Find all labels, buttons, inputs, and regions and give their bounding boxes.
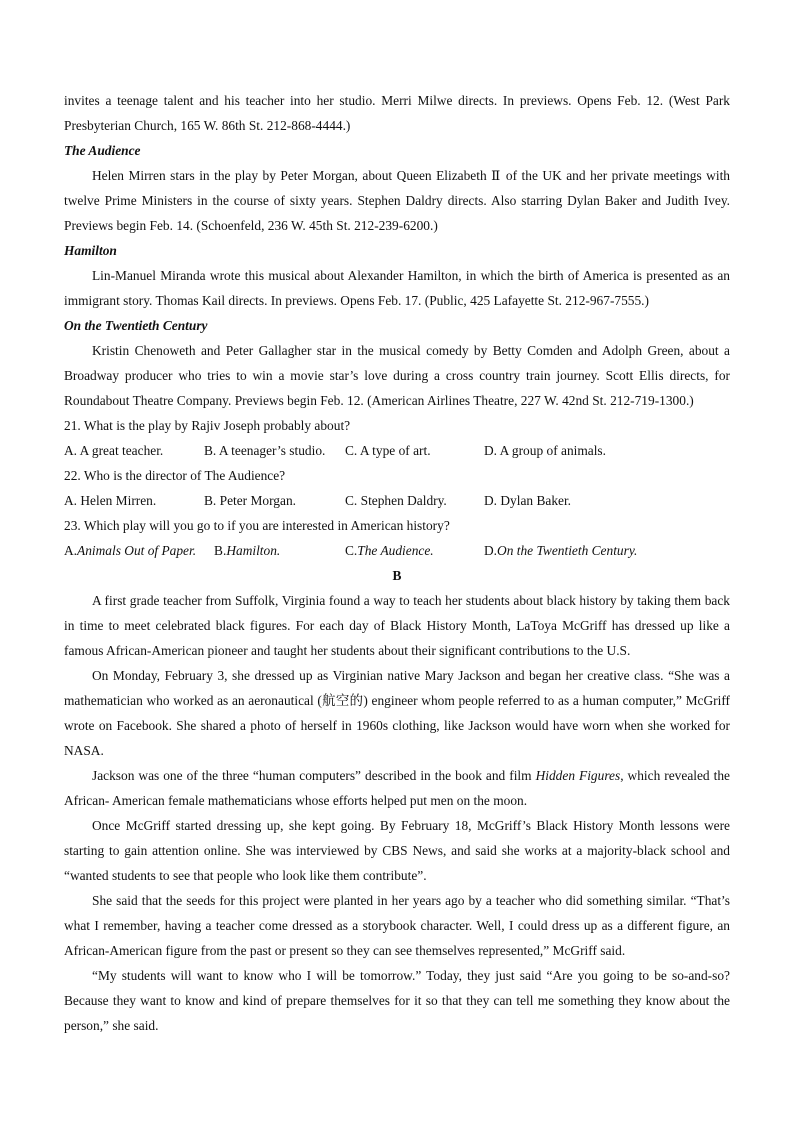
option-c: C. Stephen Daldry.	[345, 493, 447, 508]
option-c: C.The Audience.	[345, 543, 434, 558]
passage-paragraph-6: “My students will want to know who I will be tomorrow.” Today, they just said “Are you going to be so-and-so? Because they want to know and kind of prepare themselves for it so that they can tell me something they know about the person,” she said.	[64, 968, 730, 1033]
passage-paragraph-3: Jackson was one of the three “human computers” described in the book and film Hidden Figures, which revealed the African- American female mathematicians whose efforts helped put men on the moon.	[64, 768, 730, 808]
listing-body-the-audience: Helen Mirren stars in the play by Peter Morgan, about Queen Elizabeth Ⅱ of the UK and her private meetings with twelve Prime Ministers in the course of sixty years. Stephen Daldry directs. Also starring Dylan Baker and Judith Ivey. Previews begin Feb. 14. (Schoenfeld, 236 W. 45th St. 212-239-6200.)	[64, 168, 730, 233]
listing-title-on-the-twentieth-century: On the Twentieth Century	[64, 318, 208, 333]
option-b: B. Peter Morgan.	[204, 493, 296, 508]
option-b: B. A teenager’s studio.	[204, 443, 326, 458]
listing-title-the-audience: The Audience	[64, 143, 141, 158]
question-21-stem: 21. What is the play by Rajiv Joseph probably about?	[64, 418, 351, 433]
question-22-stem: 22. Who is the director of The Audience?	[64, 468, 286, 483]
listing-title-hamilton: Hamilton	[64, 243, 117, 258]
document-page	[64, 88, 730, 1038]
option-b: B.Hamilton.	[214, 543, 281, 558]
section-b-heading: B	[392, 568, 402, 583]
listing-continuation: invites a teenage talent and his teacher into her studio. Merri Milwe directs. In previews. Opens Feb. 12. (West Park Presbyterian Church, 165 W. 86th St. 212-868-4444.)	[64, 93, 730, 133]
film-title: Hidden Figures	[535, 768, 621, 783]
question-23-stem: 23. Which play will you go to if you are interested in American history?	[64, 518, 450, 533]
question-22-options	[64, 488, 730, 513]
passage-paragraph-5: She said that the seeds for this project were planted in her years ago by a teacher who did something similar. “That’s what I remember, having a teacher come dressed as a storybook character. Well, I could dress up as a different figure, an African-American figure from the past or present so they can see themselves represented,” McGriff said.	[64, 893, 730, 958]
option-a: A.Animals Out of Paper.	[64, 543, 197, 558]
listing-body-on-the-twentieth-century: Kristin Chenoweth and Peter Gallagher star in the musical comedy by Betty Comden and Adolph Green, about a Broadway producer who tries to win a movie star’s love during a cross country train journey. Scott Ellis directs, for Roundabout Theatre Company. Previews begin Feb. 12. (American Airlines Theatre, 227 W. 42nd St. 212-719-1300.)	[64, 343, 730, 408]
option-d: D.On the Twentieth Century.	[484, 543, 638, 558]
question-21-options	[64, 438, 730, 463]
passage-paragraph-4: Once McGriff started dressing up, she kept going. By February 18, McGriff’s Black History Month lessons were starting to gain attention online. She was interviewed by CBS News, and said she works at a majority-black school and “wanted students to see that people who look like them contribute”.	[64, 818, 730, 883]
question-23-options	[64, 538, 730, 563]
passage-paragraph-1: A first grade teacher from Suffolk, Virginia found a way to teach her students about black history by taking them back in time to meet celebrated black figures. For each day of Black History Month, LaToya McGriff has dressed up like a famous African-American pioneer and taught her students about their significant contributions to the U.S.	[64, 593, 730, 658]
option-a: A. Helen Mirren.	[64, 493, 157, 508]
option-d: D. A group of animals.	[484, 443, 606, 458]
listing-body-hamilton: Lin-Manuel Miranda wrote this musical about Alexander Hamilton, in which the birth of America is presented as an immigrant story. Thomas Kail directs. In previews. Opens Feb. 17. (Public, 425 Lafayette St. 212-967-7555.)	[64, 268, 730, 308]
passage-paragraph-2: On Monday, February 3, she dressed up as Virginian native Mary Jackson and began her creative class. “She was a mathematician who worked as an aeronautical (航空的) engineer whom people referred to as a human computer,” McGriff wrote on Facebook. She shared a photo of herself in 1960s clothing, like Jackson would have worn when she worked for NASA.	[64, 668, 730, 758]
option-c: C. A type of art.	[345, 443, 431, 458]
option-d: D. Dylan Baker.	[484, 493, 572, 508]
option-a: A. A great teacher.	[64, 443, 164, 458]
